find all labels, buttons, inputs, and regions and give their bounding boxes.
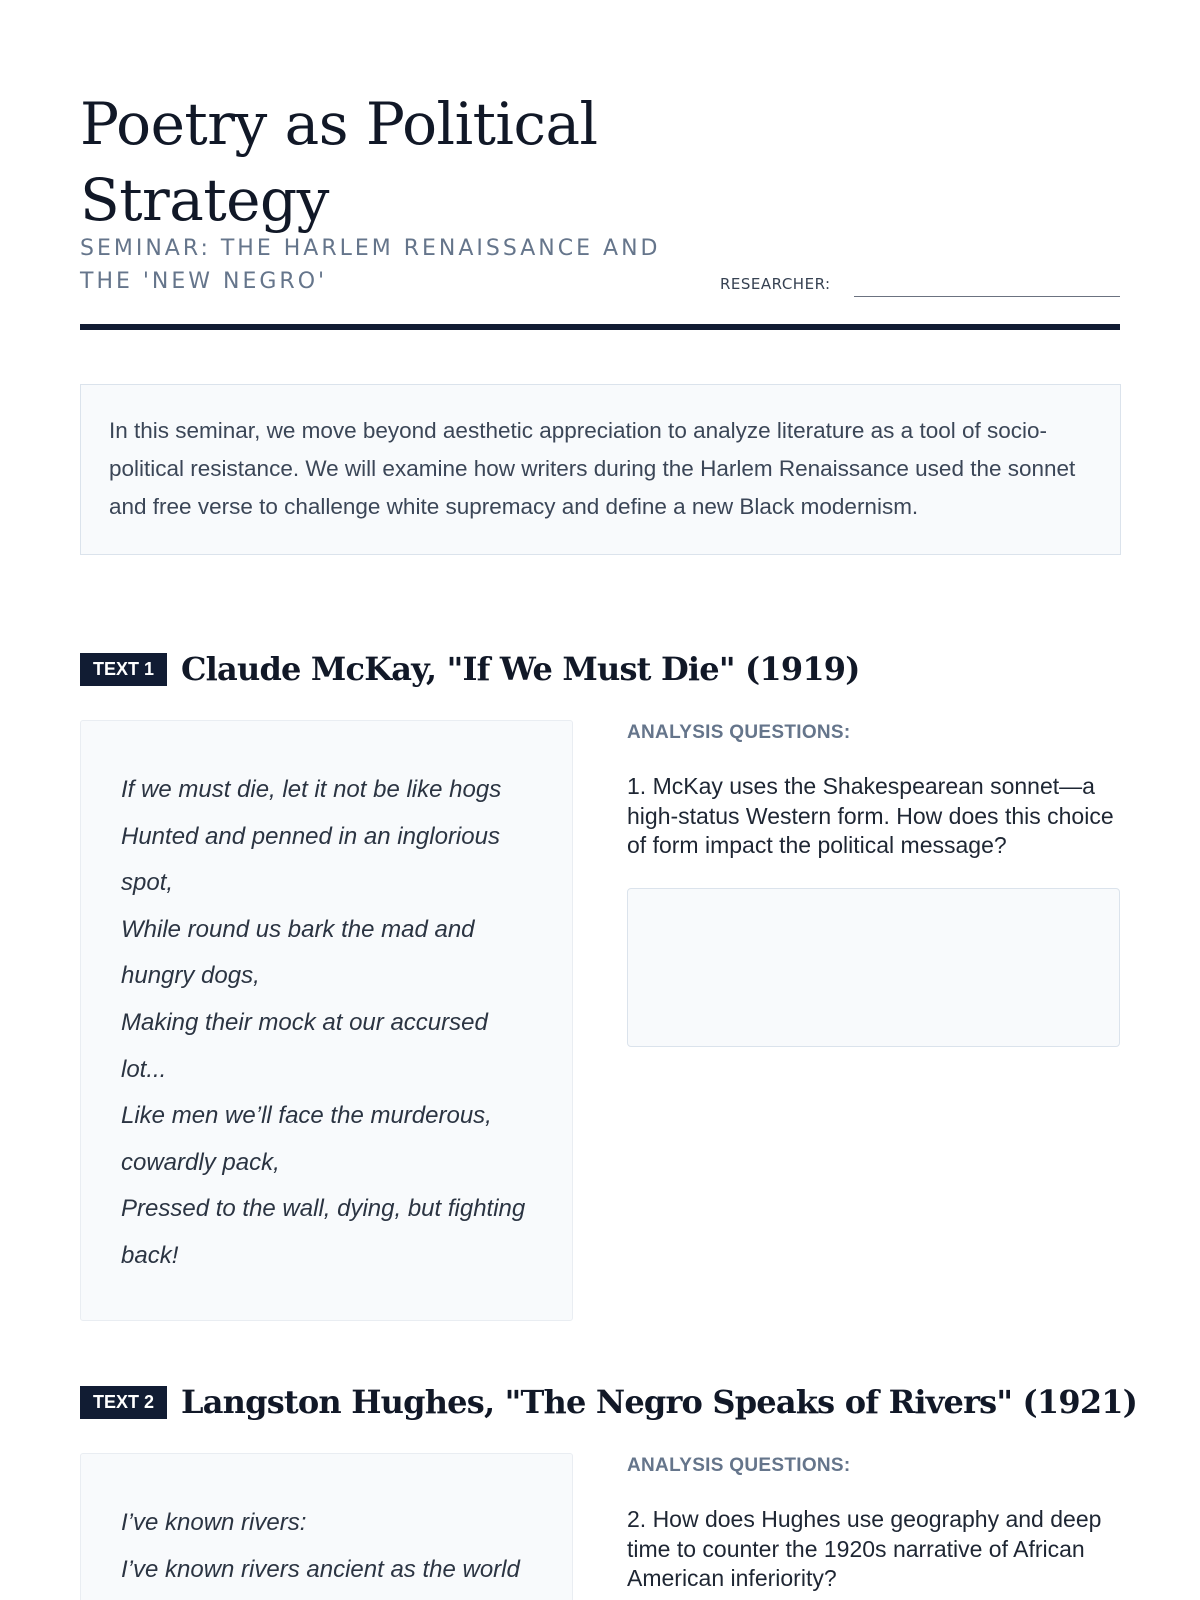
text-badge: TEXT 1 bbox=[80, 653, 167, 686]
header-divider bbox=[80, 324, 1120, 330]
poem-excerpt-box bbox=[80, 720, 573, 1321]
text-badge: TEXT 2 bbox=[80, 1386, 167, 1419]
section-heading-text-1 bbox=[80, 650, 860, 688]
section-title: Claude McKay, "If We Must Die" (1919) bbox=[181, 650, 860, 688]
analysis-questions-label: ANALYSIS QUESTIONS: bbox=[627, 722, 851, 743]
poem-line: I’ve known rivers ancient as the world bbox=[121, 1555, 520, 1583]
poem-line: If we must die, let it not be like hogs bbox=[121, 776, 502, 803]
poem-line: Pressed to the wall, dying, but fighting back! bbox=[121, 1195, 526, 1269]
researcher-label: RESEARCHER: bbox=[720, 275, 831, 293]
section-heading-text-2 bbox=[80, 1383, 1137, 1421]
seminar-subtitle: SEMINAR: THE HARLEM RENAISSANCE AND THE 'NEW NEGRO' bbox=[80, 236, 661, 294]
analysis-questions-label: ANALYSIS QUESTIONS: bbox=[627, 1455, 851, 1476]
poem-line: Making their mock at our accursed lot... bbox=[121, 1008, 488, 1083]
poem-line: Like men we’ll face the murderous, cowardly pack, bbox=[121, 1102, 492, 1176]
researcher-name-field[interactable] bbox=[854, 296, 1120, 297]
poem-line: Hunted and penned in an inglorious spot, bbox=[121, 822, 500, 897]
analysis-question: 1. McKay uses the Shakespearean sonnet—a high-status Western form. How does this choice of form impact the political message? bbox=[627, 773, 1114, 858]
page-title: Poetry as Political Strategy bbox=[80, 90, 598, 234]
answer-field[interactable] bbox=[627, 888, 1120, 1047]
poem-line: I’ve known rivers: bbox=[121, 1509, 307, 1536]
poem-excerpt-box bbox=[80, 1453, 573, 1600]
analysis-question: 2. How does Hughes use geography and deep time to counter the 1920s narrative of African American inferiority? bbox=[627, 1506, 1102, 1591]
poem-line: While round us bark the mad and hungry dogs, bbox=[121, 915, 475, 990]
section-title: Langston Hughes, "The Negro Speaks of Rivers" (1921) bbox=[181, 1383, 1138, 1421]
intro-text-box: In this seminar, we move beyond aesthetic appreciation to analyze literature as a tool of socio-political resistance. We will examine how writers during the Harlem Renaissance used the sonnet and free verse to challenge white supremacy and define a new Black modernism. bbox=[80, 384, 1121, 555]
